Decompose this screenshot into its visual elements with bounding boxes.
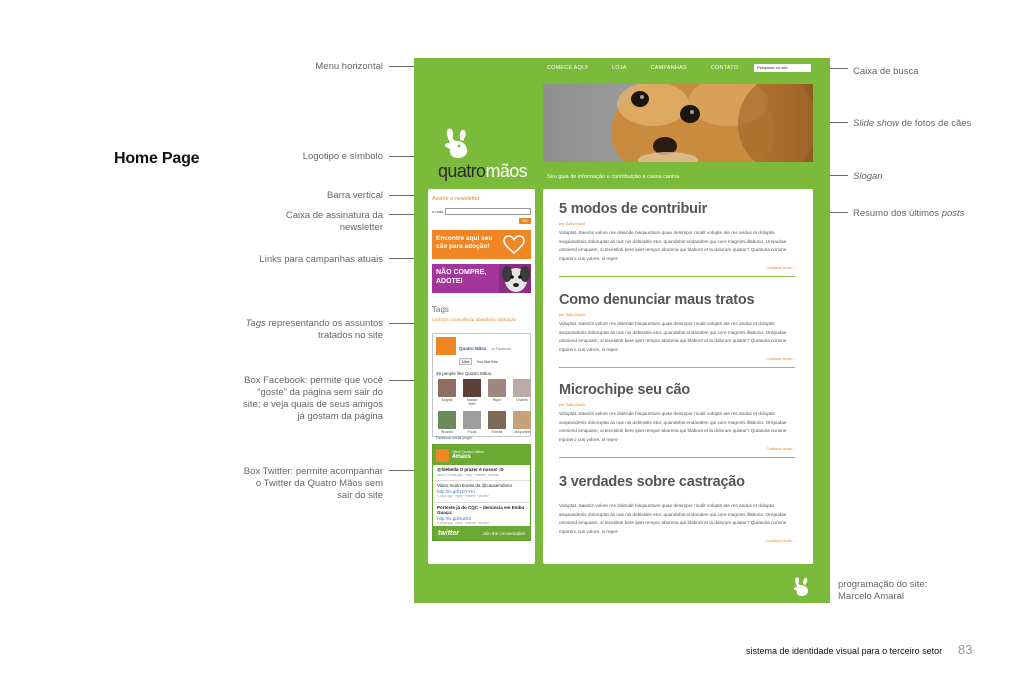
fan-name: Ricardo	[440, 430, 454, 434]
annotation-slideshow-em: Slide show	[853, 118, 899, 129]
divider	[559, 276, 795, 277]
fan-face[interactable]	[513, 411, 531, 434]
join-conversation-link[interactable]: Join the conversation	[482, 530, 525, 536]
newsletter-ok-button[interactable]: OK	[519, 218, 531, 224]
facebook-plugin-footer[interactable]: Facebook social plugin	[436, 436, 472, 440]
post-title[interactable]: Como denunciar maus tratos	[559, 292, 755, 308]
avatar	[438, 379, 456, 397]
tweet-text: @fdebella O prazer é nosso! :D	[437, 467, 504, 472]
annotation-logo: Logotipo e símbolo	[302, 151, 383, 162]
tags-list[interactable]: cachorro consciência abandono castração	[432, 317, 517, 322]
logo-word-maos: mãos	[485, 161, 528, 181]
continue-reading-link[interactable]: Continue lendo...	[766, 447, 795, 451]
post-excerpt: Voluptat. Saectis volore res dolende bisquuntium quae denimpor modit volupte ate res andus et doluptis sequiandenis doloruptat as nus nis debissitis etur, quundebis endandem qui core magnimi illaborio. Urepudae omniend emquiam, si tecestinti bere ipiet rempor aboreria qui blabont et la dolorum quiatur? Quiaturia corione mporero cus volore, si reper-	[559, 230, 787, 261]
post-title[interactable]: Microchipe seu cão	[559, 382, 690, 398]
annotation-slideshow-rest: de fotos de cães	[898, 118, 972, 129]
annotation-tags	[243, 318, 383, 342]
tweet-meta[interactable]: 1 days ago · reply · retweet · favorite	[437, 494, 489, 498]
banner-line-2: ADOTE!	[436, 278, 463, 285]
dog-photo-illustration	[543, 84, 813, 162]
twitter-header	[433, 445, 530, 465]
page-number: 83	[958, 642, 973, 657]
twitter-footer	[433, 526, 530, 540]
post-summary	[559, 382, 795, 458]
tweet-text: Porteste já do CQC – denúncia em Embu Guaçu:	[437, 504, 525, 515]
post-byline[interactable]: por Sofia Brazil	[559, 222, 585, 226]
sidebar	[428, 189, 535, 564]
fan-face[interactable]	[463, 411, 481, 434]
tweet	[433, 481, 530, 503]
facebook-box	[432, 333, 531, 440]
main-nav	[547, 65, 738, 71]
post-title[interactable]: 5 modos de contribuir	[559, 201, 708, 217]
fan-face[interactable]	[488, 411, 506, 434]
post-title[interactable]: 3 verdades sobre castração	[559, 474, 745, 490]
website-mockup	[414, 58, 830, 603]
post-byline[interactable]: por Sofia Brazil	[559, 313, 585, 317]
annotation-vertical-bar: Barra vertical	[327, 190, 383, 201]
post-excerpt: Voluptat. Saectis volore res dolende bisquuntium quae denimpor modit volupte ate res andus et doluptis sequiandenis doloruptat as nus nis debissitis etur, quundebis endandem qui core magnimi illaborio. Orepudae omniend emquiam, si tecestinti bere ipiet rempor aboreria qui blabont et la dolorum quiatur? Quiaturia corione mporero cus volore, si reper-	[559, 411, 787, 442]
hand-dog-symbol-icon	[792, 575, 812, 597]
annotation-tags-em: Tags	[245, 318, 266, 329]
facebook-on: on Facebook	[490, 347, 512, 351]
post-summary	[559, 292, 795, 368]
annotation-summary	[853, 208, 964, 220]
avatar	[438, 411, 456, 429]
email-field[interactable]	[445, 208, 531, 215]
fan-name: Paula	[467, 430, 477, 434]
page-title: Home Page	[114, 150, 200, 167]
tweet	[433, 465, 530, 481]
page-avatar	[436, 337, 456, 355]
fan-face[interactable]	[438, 411, 456, 434]
annotation-summary-em: posts	[941, 208, 965, 219]
twitter-box	[432, 444, 531, 541]
fan-name: Ângela	[441, 398, 453, 402]
newsletter-heading: Assine a newsletter	[432, 196, 480, 202]
facebook-like-count: 48 people like Quatro Mãos.	[436, 371, 493, 376]
fan-name: Jacqueline	[513, 430, 531, 434]
post-summary	[559, 474, 795, 543]
annotation-facebook: Box Facebook: permite que você “goste” da página sem sair do site; e veja quais de seus amigos já gostam da página	[243, 375, 383, 422]
tweet-meta[interactable]: about 2 hours ago · reply · retweet · favorite	[437, 472, 500, 477]
nav-item[interactable]: CAMPANHAS	[650, 65, 687, 71]
banner-line-1: NÃO COMPRE,	[436, 269, 487, 276]
annotation-menu: Menu horizontal	[315, 61, 383, 72]
facebook-page-name[interactable]: Quatro Mãos	[459, 346, 487, 351]
post-excerpt: Voluptat. Saectis volore res dolende bisquuntium quae denimpor modit volupte ate res andus et doluptis sequiandenis doloruptat as nus nis debissitis etur, quundebis endandem qui core magnimi illaborio. Orepudae omniend emquiam, si tecestinti bere ipiet rempor aboreria qui blabont et la dolorum quiatur? Quiaturia corione mporero cus volore, si reper-	[559, 503, 787, 534]
continue-reading-link[interactable]: Continue lendo...	[766, 266, 795, 270]
dont-buy-adopt-banner[interactable]	[432, 264, 531, 293]
tweet-meta[interactable]: 3 days ago · reply · retweet · favorite	[437, 521, 489, 525]
tags-heading: Tags	[432, 305, 449, 314]
facebook-header	[436, 337, 527, 365]
annotation-campaign-links: Links para campanhas atuais	[259, 254, 383, 265]
continue-reading-link[interactable]: Continue lendo...	[766, 539, 795, 543]
dog-icon	[499, 264, 531, 293]
fan-name: Emella	[491, 430, 503, 434]
divider	[559, 367, 795, 368]
fan-face[interactable]	[513, 379, 531, 406]
annotation-search: Caixa de busca	[853, 66, 919, 77]
fan-face[interactable]	[488, 379, 506, 406]
divider	[559, 457, 795, 458]
post-byline[interactable]: por Sofia Brazil	[559, 403, 585, 407]
tweet-text: Video muito bonito da @causemdono	[437, 483, 513, 488]
nav-item[interactable]: CONTATO	[710, 65, 739, 71]
annotation-newsletter: Caixa de assinatura da newsletter	[285, 210, 383, 233]
logo-wordmark	[438, 161, 527, 182]
tweet	[433, 503, 530, 529]
facebook-faces-grid	[436, 379, 531, 434]
post-excerpt: Voluptat. Saectis volore res dolende bisquuntium quae denimpor modit volupte ate res andus et doluptis sequiandenis doloruptat as nus nis debissitis etur, quundebis endandem qui core magnimi illaborio. Orepudae omniend emquiam, si tecestinti bere ipiet rempor aboreria qui blabont et la dolorum quiatur? Quiaturia corione mporero cus volore, si reper-	[559, 321, 787, 352]
annotation-summary-pre: Resumo dos últimos	[853, 208, 942, 219]
fan-face[interactable]	[438, 379, 456, 406]
site-logo[interactable]	[438, 125, 530, 183]
twitter-handle: 4maos	[452, 454, 472, 460]
hand-dog-symbol-icon	[442, 125, 476, 159]
twitter-avatar	[436, 449, 449, 462]
tweet-link[interactable]: http://is.gd/4u6ll3	[437, 515, 472, 521]
facebook-title	[459, 337, 511, 365]
logo-word-quatro: quatro	[438, 161, 486, 181]
annotation-twitter: Box Twitter: permite acompanhar o Twitter da Quatro Mãos sem sair do site	[243, 466, 383, 501]
heart-icon	[503, 235, 525, 255]
adoption-banner[interactable]	[432, 230, 531, 259]
footer-caption: sistema de identidade visual para o terceiro setor	[746, 646, 943, 656]
facebook-like-row	[459, 358, 511, 365]
like-button[interactable]: Like	[459, 358, 472, 365]
avatar	[463, 411, 481, 429]
post-summary	[559, 201, 795, 277]
twitter-account[interactable]	[452, 450, 484, 460]
you-like-text: You like this.	[476, 359, 499, 364]
fan-name: Rigor	[492, 398, 502, 402]
avatar	[488, 379, 506, 397]
avatar	[513, 379, 531, 397]
nav-item[interactable]: LOJA	[612, 65, 627, 71]
twitter-logo[interactable]: twitter	[438, 529, 459, 537]
annotation-credit: programação do site: Marcelo Amaral	[838, 579, 928, 602]
annotation-slideshow	[853, 118, 971, 130]
site-slogan: Seu guia de informação e contribuição à causa canina	[547, 174, 680, 180]
adoption-banner-text: Encontre aqui seu cão para adoção!	[436, 235, 493, 250]
continue-reading-link[interactable]: Continue lendo...	[766, 357, 795, 361]
avatar	[513, 411, 531, 429]
fan-name: Charles	[515, 398, 529, 402]
newsletter-form	[432, 208, 531, 215]
fan-name: Marcia Mari	[466, 398, 478, 406]
email-label: e-mail	[432, 209, 443, 214]
tweet-link[interactable]: http://is.gd/1DYYKl	[437, 488, 475, 494]
annotation-slogan: Slogan	[853, 171, 883, 182]
nav-item[interactable]: COMECE AQUI	[547, 65, 589, 71]
search-input[interactable]: Pesquisar no site	[754, 64, 811, 72]
twitter-account-label: Ofícil Quatro Mãos	[452, 450, 484, 454]
slideshow-photo[interactable]	[543, 84, 813, 162]
fan-face[interactable]	[463, 379, 481, 406]
annotation-tags-rest: representando os assuntos tratados no site	[265, 318, 383, 341]
avatar	[488, 411, 506, 429]
posts-panel	[543, 189, 813, 564]
avatar	[463, 379, 481, 397]
